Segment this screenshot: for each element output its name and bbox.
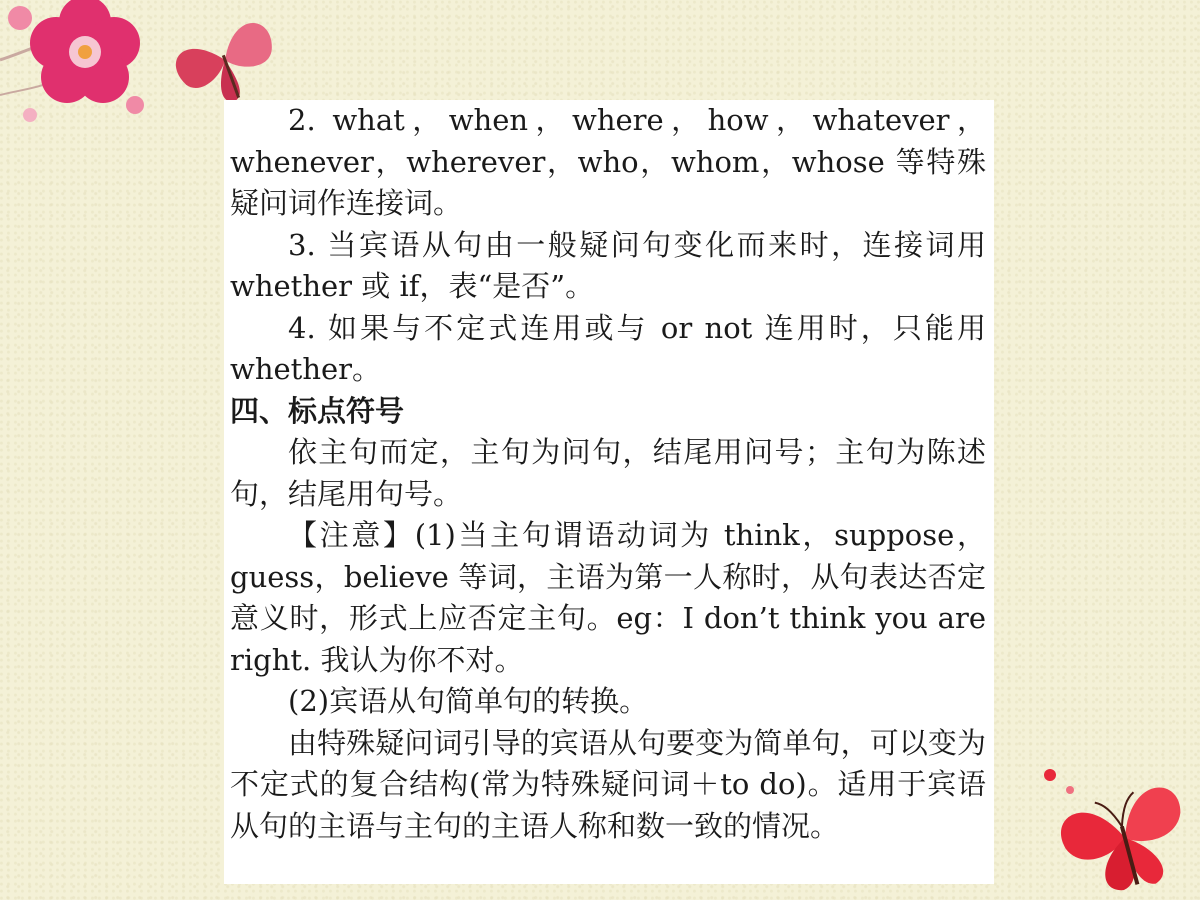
item-2-wh-connectives: 2. what，when，where，how，whatever，whenever，wherever，who，whom，whose 等特殊疑问词作连接词。 (230, 103, 986, 220)
item-3-whether-if: 3. 当宾语从句由一般疑问句变化而来时，连接词用 whether 或 if，表“是否”。 (230, 227, 986, 303)
butterfly-icon (1030, 760, 1200, 900)
punctuation-rule: 依主句而定，主句为问句，结尾用问号；主句为陈述句，结尾用句号。 (230, 435, 986, 511)
note-2-body: 由特殊疑问词引导的宾语从句要变为简单句，可以变为不定式的复合结构(常为特殊疑问词＋to do)。适用于宾语从句的主语与主句的主语人称和数一致的情况。 (230, 725, 986, 843)
note-2-title: (2)宾语从句简单句的转换。 (288, 684, 649, 718)
item-4-whether-only: 4. 如果与不定式连用或与 or not 连用时，只能用 whether。 (230, 310, 986, 386)
note-1-negation-transfer: 【注意】(1)当主句谓语动词为 think，suppose，guess，believe 等词，主语为第一人称时，从句表达否定意义时，形式上应否定主句。eg：I don’t think you are right. 我认为你不对。 (230, 518, 986, 677)
flower-blossom (30, 0, 140, 103)
section-heading-punctuation: 四、标点符号 (230, 393, 405, 428)
document-page (224, 100, 994, 884)
